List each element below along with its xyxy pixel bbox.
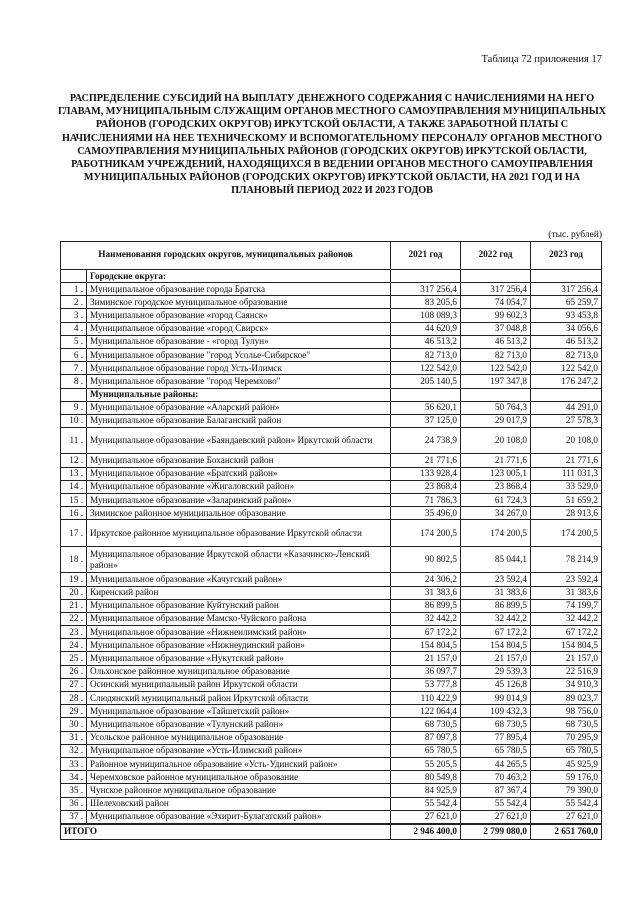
value-2023: 45 925,9	[531, 757, 602, 770]
table-row	[61, 507, 602, 520]
row-number: 24 .	[61, 639, 87, 652]
row-name: Муниципальное образование «город Саянск»	[87, 309, 391, 322]
row-name: Муниципальное образование «Тулунский район»	[87, 718, 391, 731]
table-row	[61, 401, 602, 414]
total-value-2021: 2 946 400,0	[391, 824, 461, 840]
value-2022: 55 542,4	[461, 797, 531, 810]
value-2022: 45 126,8	[461, 678, 531, 691]
value-2023: 67 172,2	[531, 626, 602, 639]
value-2023: 27 578,3	[531, 414, 602, 427]
value-2023: 32 442,2	[531, 612, 602, 625]
row-name: Муниципальное образование «Нижнеудинский район»	[87, 639, 391, 652]
table-row	[61, 784, 602, 797]
row-name: Слюдянский муниципальный район Иркутской области	[87, 692, 391, 705]
row-number: 18 .	[61, 546, 87, 573]
value-2022: 21 771,6	[461, 454, 531, 467]
value-2023: 20 108,0	[531, 427, 602, 454]
row-number: 26 .	[61, 665, 87, 678]
row-name: Муниципальное образование «Нукутский район»	[87, 652, 391, 665]
row-name: Муниципальное образование Боханский район	[87, 454, 391, 467]
value-2023: 68 730,5	[531, 718, 602, 731]
row-name: Районное муниципальное образование «Усть-Удинский район»	[87, 757, 391, 770]
value-2022: 74 054,7	[461, 296, 531, 309]
section-empty-cell	[391, 388, 461, 401]
total-label: ИТОГО	[61, 824, 391, 840]
value-2021: 21 771,6	[391, 454, 461, 467]
value-2022: 87 367,4	[461, 784, 531, 797]
row-number: 21 .	[61, 599, 87, 612]
row-number: 6 .	[61, 348, 87, 361]
value-2023: 74 199,7	[531, 599, 602, 612]
row-name: Муниципальное образование «Нижнеилимский район»	[87, 626, 391, 639]
value-2022: 20 108,0	[461, 427, 531, 454]
document-title: РАСПРЕДЕЛЕНИЕ СУБСИДИЙ НА ВЫПЛАТУ ДЕНЕЖНОГО СОДЕРЖАНИЯ С НАЧИСЛЕНИЯМИ НА НЕГО ГЛАВАМ, МУНИЦИПАЛЬНЫМ СЛУЖАЩИМ ОРГАНОВ МЕСТНОГО САМОУПРАВЛЕНИЯ МУНИЦИПАЛЬНЫХ РАЙОНОВ (ГОРОДСКИХ ОКРУГОВ) ИРКУТСКОЙ ОБЛАСТИ, А ТАКЖЕ ЗАРАБОТНОЙ ПЛАТЫ С НАЧИСЛЕНИЯМИ НА НЕЕ ТЕХНИЧЕСКОМУ И ВСПОМОГАТЕЛЬНОМУ ПЕРСОНАЛУ ОРГАНОВ МЕСТНОГО САМОУПРАВЛЕНИЯ МУНИЦИПАЛЬНЫХ РАЙОНОВ (ГОРОДСКИХ ОКРУГОВ) ИРКУТСКОЙ ОБЛАСТИ, РАБОТНИКАМ УЧРЕЖДЕНИЙ, НАХОДЯЩИХСЯ В ВЕДЕНИИ ОРГАНОВ МЕСТНОГО САМОУПРАВЛЕНИЯ МУНИЦИПАЛЬНЫХ РАЙОНОВ (ГОРОДСКИХ ОКРУГОВ) ИРКУТСКОЙ ОБЛАСТИ, НА 2021 ГОД И НА ПЛАНОВЫЙ ПЕРИОД 2022 И 2023 ГОДОВ	[58, 93, 606, 197]
value-2022: 32 442,2	[461, 612, 531, 625]
value-2021: 53 777,8	[391, 678, 461, 691]
section-label: Муниципальные районы:	[87, 388, 391, 401]
section-empty-cell	[461, 270, 531, 283]
row-number: 37 .	[61, 810, 87, 824]
value-2022: 82 713,0	[461, 348, 531, 361]
value-2023: 51 659,2	[531, 493, 602, 506]
subsidy-table	[60, 241, 602, 840]
value-2023: 82 713,0	[531, 348, 602, 361]
value-2021: 56 620,1	[391, 401, 461, 414]
value-2021: 67 172,2	[391, 626, 461, 639]
table-row	[61, 771, 602, 784]
value-2022: 122 542,0	[461, 362, 531, 375]
row-name: Муниципальное образование «Жигаловский район»	[87, 480, 391, 493]
value-2021: 154 804,5	[391, 639, 461, 652]
table-row	[61, 731, 602, 744]
value-2023: 59 176,0	[531, 771, 602, 784]
table-row	[61, 678, 602, 691]
value-2022: 31 383,6	[461, 586, 531, 599]
value-2023: 65 259,7	[531, 296, 602, 309]
value-2021: 110 422,9	[391, 692, 461, 705]
value-2021: 317 256,4	[391, 283, 461, 296]
row-number: 29 .	[61, 705, 87, 718]
table-row	[61, 375, 602, 388]
value-2022: 46 513,2	[461, 335, 531, 348]
value-2021: 68 730,5	[391, 718, 461, 731]
table-row	[61, 665, 602, 678]
row-number: 25 .	[61, 652, 87, 665]
table-row	[61, 309, 602, 322]
value-2022: 61 724,3	[461, 493, 531, 506]
table-row	[61, 467, 602, 480]
table-row	[61, 810, 602, 824]
row-number: 7 .	[61, 362, 87, 375]
value-2022: 70 463,2	[461, 771, 531, 784]
row-name: Киренский район	[87, 586, 391, 599]
value-2021: 44 620,9	[391, 322, 461, 335]
value-2021: 205 140,5	[391, 375, 461, 388]
row-number: 17 .	[61, 520, 87, 547]
section-index-cell	[61, 388, 87, 401]
value-2021: 86 899,5	[391, 599, 461, 612]
row-number: 27 .	[61, 678, 87, 691]
total-value-2023: 2 651 760,0	[531, 824, 602, 840]
value-2021: 37 125,0	[391, 414, 461, 427]
row-number: 3 .	[61, 309, 87, 322]
value-2022: 174 200,5	[461, 520, 531, 547]
value-2023: 79 390,0	[531, 784, 602, 797]
value-2023: 78 214,9	[531, 546, 602, 573]
value-2022: 99 014,9	[461, 692, 531, 705]
row-number: 28 .	[61, 692, 87, 705]
value-2023: 33 529,0	[531, 480, 602, 493]
value-2023: 21 771,6	[531, 454, 602, 467]
row-name: Муниципальное образование «Заларинский район»	[87, 493, 391, 506]
row-number: 36 .	[61, 797, 87, 810]
value-2021: 82 713,0	[391, 348, 461, 361]
row-number: 19 .	[61, 573, 87, 586]
units-label: (тыс. рублей)	[548, 230, 602, 240]
row-number: 4 .	[61, 322, 87, 335]
value-2022: 50 764,3	[461, 401, 531, 414]
value-2021: 122 542,0	[391, 362, 461, 375]
value-2022: 68 730,5	[461, 718, 531, 731]
table-row	[61, 335, 602, 348]
value-2022: 109 432,3	[461, 705, 531, 718]
value-2022: 27 621,0	[461, 810, 531, 824]
table-row	[61, 586, 602, 599]
value-2021: 21 157,0	[391, 652, 461, 665]
value-2022: 23 592,4	[461, 573, 531, 586]
value-2022: 29 017,9	[461, 414, 531, 427]
row-name: Муниципальное образование «Аларский район»	[87, 401, 391, 414]
row-number: 15 .	[61, 493, 87, 506]
value-2023: 44 291,0	[531, 401, 602, 414]
table-row	[61, 296, 602, 309]
table-row	[61, 322, 602, 335]
total-value-2022: 2 799 080,0	[461, 824, 531, 840]
value-2021: 55 205,5	[391, 757, 461, 770]
table-row	[61, 520, 602, 547]
value-2023: 89 023,7	[531, 692, 602, 705]
table-row	[61, 493, 602, 506]
value-2023: 22 516,9	[531, 665, 602, 678]
row-name: Муниципальное образование «Эхирит-Булагатский район»	[87, 810, 391, 824]
table-row	[61, 573, 602, 586]
value-2023: 55 542,4	[531, 797, 602, 810]
value-2022: 21 157,0	[461, 652, 531, 665]
table-row	[61, 652, 602, 665]
table-body	[61, 270, 602, 840]
value-2023: 34 056,6	[531, 322, 602, 335]
table-row	[61, 427, 602, 454]
row-number: 31 .	[61, 731, 87, 744]
row-number: 22 .	[61, 612, 87, 625]
table-row	[61, 348, 602, 361]
table-row	[61, 546, 602, 573]
value-2021: 46 513,2	[391, 335, 461, 348]
table-header-row	[61, 242, 602, 270]
row-number: 5 .	[61, 335, 87, 348]
table-row	[61, 639, 602, 652]
value-2022: 44 265,5	[461, 757, 531, 770]
section-empty-cell	[531, 388, 602, 401]
header-name: Наименования городских округов, муниципальных районов	[61, 242, 391, 270]
annex-label: Таблица 72 приложения 17	[481, 54, 602, 65]
row-number: 32 .	[61, 744, 87, 757]
row-number: 14 .	[61, 480, 87, 493]
value-2023: 27 621,0	[531, 810, 602, 824]
row-name: Муниципальное образование «Тайшетский район»	[87, 705, 391, 718]
row-name: Муниципальное образование Иркутской области «Казачинско-Ленский район»	[87, 546, 391, 573]
row-name: Зиминское районное муниципальное образование	[87, 507, 391, 520]
row-name: Черемховское районное муниципальное образование	[87, 771, 391, 784]
table-row	[61, 612, 602, 625]
row-number: 9 .	[61, 401, 87, 414]
value-2022: 65 780,5	[461, 744, 531, 757]
value-2023: 34 910,3	[531, 678, 602, 691]
row-name: Муниципальное образование "город Усолье-Сибирское"	[87, 348, 391, 361]
row-number: 34 .	[61, 771, 87, 784]
row-name: Муниципальное образование Балаганский район	[87, 414, 391, 427]
row-name: Осинский муниципальный район Иркутской области	[87, 678, 391, 691]
row-number: 33 .	[61, 757, 87, 770]
table-row	[61, 414, 602, 427]
value-2023: 23 592,4	[531, 573, 602, 586]
table-row	[61, 454, 602, 467]
value-2023: 111 031,3	[531, 467, 602, 480]
section-empty-cell	[391, 270, 461, 283]
value-2022: 99 602,3	[461, 309, 531, 322]
table-row	[61, 599, 602, 612]
value-2023: 21 157,0	[531, 652, 602, 665]
row-number: 11 .	[61, 427, 87, 454]
total-row	[61, 824, 602, 840]
value-2021: 35 496,0	[391, 507, 461, 520]
value-2023: 70 295,9	[531, 731, 602, 744]
row-name: Муниципальное образование - «город Тулун»	[87, 335, 391, 348]
value-2023: 93 453,8	[531, 309, 602, 322]
row-name: Чунское районное муниципальное образование	[87, 784, 391, 797]
row-number: 12 .	[61, 454, 87, 467]
row-name: Муниципальное образование «Качугский район»	[87, 573, 391, 586]
table-row	[61, 362, 602, 375]
table-row	[61, 692, 602, 705]
header-2022: 2022 год	[461, 242, 531, 270]
section-empty-cell	[461, 388, 531, 401]
value-2022: 85 044,1	[461, 546, 531, 573]
value-2022: 123 005,1	[461, 467, 531, 480]
value-2021: 80 549,8	[391, 771, 461, 784]
table-row	[61, 718, 602, 731]
value-2021: 24 738,9	[391, 427, 461, 454]
value-2021: 55 542,4	[391, 797, 461, 810]
section-row	[61, 388, 602, 401]
value-2021: 24 306,2	[391, 573, 461, 586]
value-2022: 197 347,8	[461, 375, 531, 388]
row-number: 23 .	[61, 626, 87, 639]
value-2023: 154 804,5	[531, 639, 602, 652]
value-2023: 176 247,2	[531, 375, 602, 388]
value-2023: 46 513,2	[531, 335, 602, 348]
row-name: Шелеховский район	[87, 797, 391, 810]
row-number: 20 .	[61, 586, 87, 599]
value-2021: 31 383,6	[391, 586, 461, 599]
row-name: Муниципальное образование «Баяндаевский район» Иркутской области	[87, 427, 391, 454]
value-2022: 154 804,5	[461, 639, 531, 652]
row-name: Усольское районное муниципальное образование	[87, 731, 391, 744]
value-2023: 65 780,5	[531, 744, 602, 757]
table-row	[61, 757, 602, 770]
value-2023: 28 913,6	[531, 507, 602, 520]
row-number: 1 .	[61, 283, 87, 296]
value-2021: 174 200,5	[391, 520, 461, 547]
section-empty-cell	[531, 270, 602, 283]
row-number: 2 .	[61, 296, 87, 309]
header-2021: 2021 год	[391, 242, 461, 270]
row-name: Зиминское городское муниципальное образование	[87, 296, 391, 309]
value-2021: 87 097,8	[391, 731, 461, 744]
value-2021: 83 205,6	[391, 296, 461, 309]
table-row	[61, 283, 602, 296]
value-2022: 86 899,5	[461, 599, 531, 612]
table-row	[61, 480, 602, 493]
value-2023: 98 756,0	[531, 705, 602, 718]
row-number: 10 .	[61, 414, 87, 427]
value-2022: 29 539,3	[461, 665, 531, 678]
value-2023: 31 383,6	[531, 586, 602, 599]
value-2022: 67 172,2	[461, 626, 531, 639]
row-name: Муниципальное образование «Усть-Илимский район»	[87, 744, 391, 757]
row-number: 13 .	[61, 467, 87, 480]
value-2022: 77 895,4	[461, 731, 531, 744]
table-row	[61, 705, 602, 718]
value-2021: 133 928,4	[391, 467, 461, 480]
row-name: Муниципальное образование "город Черемхово"	[87, 375, 391, 388]
row-name: Муниципальное образование Куйтунский район	[87, 599, 391, 612]
value-2022: 23 868,4	[461, 480, 531, 493]
row-name: Иркутское районное муниципальное образование Иркутской области	[87, 520, 391, 547]
value-2023: 174 200,5	[531, 520, 602, 547]
value-2021: 122 064,4	[391, 705, 461, 718]
value-2021: 108 089,3	[391, 309, 461, 322]
row-name: Муниципальное образование Мамско-Чуйского района	[87, 612, 391, 625]
value-2021: 90 802,5	[391, 546, 461, 573]
row-number: 30 .	[61, 718, 87, 731]
value-2021: 84 925,9	[391, 784, 461, 797]
table-row	[61, 797, 602, 810]
table-row	[61, 626, 602, 639]
value-2021: 27 621,0	[391, 810, 461, 824]
row-number: 35 .	[61, 784, 87, 797]
table-row	[61, 744, 602, 757]
row-name: Муниципальное образование «Братский район»	[87, 467, 391, 480]
value-2021: 32 442,2	[391, 612, 461, 625]
value-2023: 122 542,0	[531, 362, 602, 375]
value-2021: 71 786,3	[391, 493, 461, 506]
row-number: 16 .	[61, 507, 87, 520]
row-name: Муниципальное образование «город Свирск»	[87, 322, 391, 335]
row-name: Ольхонское районное муниципальное образование	[87, 665, 391, 678]
header-2023: 2023 год	[531, 242, 602, 270]
section-row	[61, 270, 602, 283]
row-name: Муниципальное образование город Усть-Илимск	[87, 362, 391, 375]
value-2022: 34 267,0	[461, 507, 531, 520]
value-2022: 317 256,4	[461, 283, 531, 296]
value-2021: 36 097,7	[391, 665, 461, 678]
value-2021: 65 780,5	[391, 744, 461, 757]
row-number: 8 .	[61, 375, 87, 388]
value-2021: 23 868,4	[391, 480, 461, 493]
value-2023: 317 256,4	[531, 283, 602, 296]
section-label: Городские округа:	[87, 270, 391, 283]
value-2022: 37 048,8	[461, 322, 531, 335]
row-name: Муниципальное образование города Братска	[87, 283, 391, 296]
section-index-cell	[61, 270, 87, 283]
